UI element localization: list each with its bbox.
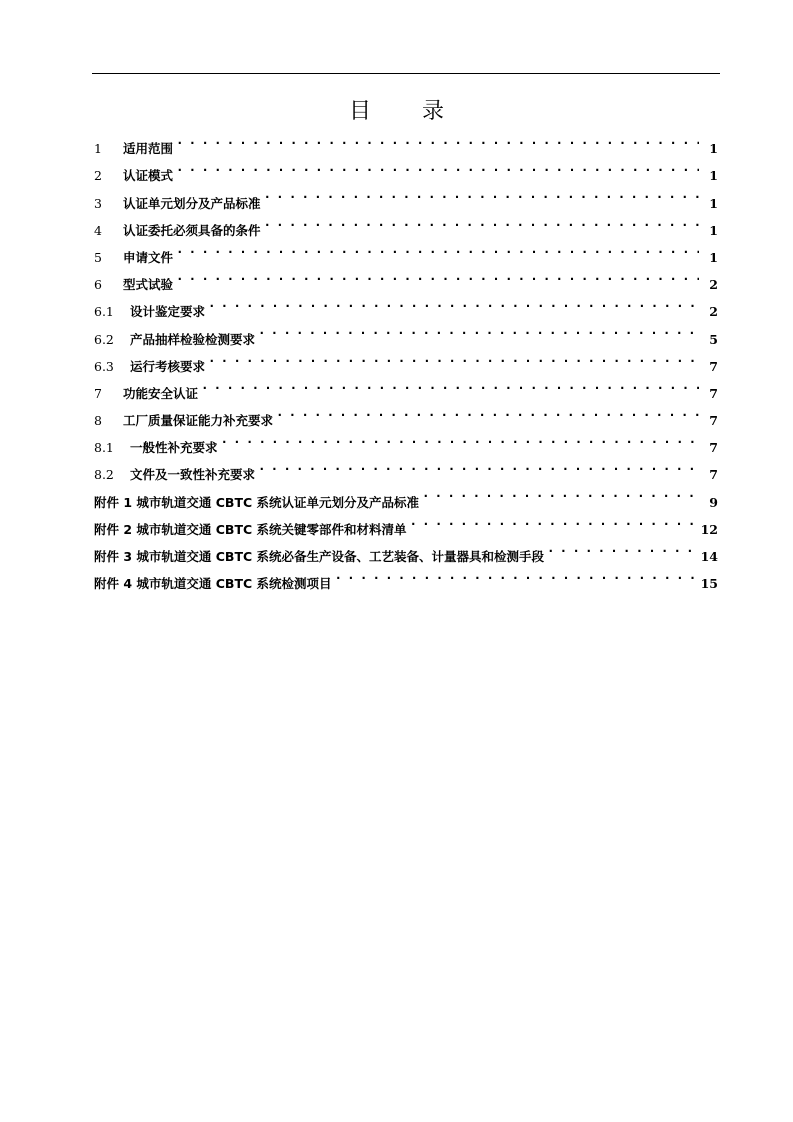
toc-entry-label: 附件 1 城市轨道交通 CBTC 系统认证单元划分及产品标准 [94,494,420,510]
toc-leader-dots [547,534,698,561]
toc-entry-number: 4 [94,222,102,238]
toc-entry[interactable] [94,235,718,265]
toc-entry-label: 一般性补充要求 [130,440,218,456]
toc-leader-dots [258,316,699,343]
toc-entry-label: 功能安全认证 [123,385,199,401]
toc-entry[interactable] [94,289,718,320]
toc-leader-dots [176,153,699,180]
toc-entry-number: 1 [94,141,102,157]
toc-entry-label: 产品抽样检验检测要求 [130,331,256,347]
toc-leader-dots [422,479,699,506]
toc-entry[interactable] [94,126,718,157]
toc-leader-dots [208,344,699,371]
toc-entry-page: 1 [709,249,718,265]
toc-leader-dots [176,262,699,289]
toc-entry-number: 6 [94,277,102,293]
header-rule [92,73,720,74]
toc-entry-label: 附件 2 城市轨道交通 CBTC 系统关键零部件和材料清单 [94,521,407,537]
toc-entry-label: 适用范围 [123,141,174,157]
toc-entry-number: 6.3 [94,358,114,374]
toc-leader-dots [258,452,699,479]
toc-entry-label: 运行考核要求 [130,358,206,374]
toc-leader-dots [276,398,699,425]
toc-entry-number: 8.2 [94,467,114,483]
toc-leader-dots [335,561,698,588]
toc-entry-number: 2 [94,168,102,184]
toc-entry-number: 8 [94,413,102,429]
toc-entry-number: 8.1 [94,440,114,456]
toc-entry[interactable] [94,180,718,211]
toc-entry-label: 文件及一致性补充要求 [130,467,256,483]
toc-leader-dots [264,208,699,235]
toc-entry-page: 1 [709,168,718,184]
toc-entry-page: 15 [700,576,718,592]
toc-entry-page: 1 [709,222,718,238]
toc-entry-number: 6.1 [94,304,114,320]
toc-leader-dots [208,289,699,316]
toc-leader-dots [176,235,699,262]
toc-list [94,126,718,592]
toc-entry-page: 12 [700,521,718,537]
toc-entry-label: 认证模式 [123,168,174,184]
toc-entry[interactable] [94,153,718,184]
toc-entry-label: 工厂质量保证能力补充要求 [123,413,274,429]
toc-entry-page: 2 [709,304,718,320]
toc-entry-page: 7 [709,413,718,429]
toc-leader-dots [410,507,698,534]
toc-leader-dots [176,126,699,153]
toc-entry-page: 9 [709,494,718,510]
toc-entry-label: 申请文件 [123,249,174,265]
toc-entry-page: 7 [709,358,718,374]
toc-entry-label: 附件 3 城市轨道交通 CBTC 系统必备生产设备、工艺装备、计量器具和检测手段 [94,549,545,564]
toc-entry-page: 2 [709,277,718,293]
toc-entry-label: 附件 4 城市轨道交通 CBTC 系统检测项目 [94,576,332,592]
toc-title: 目 录 [349,99,466,124]
toc-entry-page: 5 [709,331,718,347]
toc-entry-label: 型式试验 [123,277,174,293]
toc-entry-page: 1 [709,195,718,211]
toc-entry-number: 3 [94,195,102,211]
toc-entry-number: 5 [94,249,102,265]
toc-leader-dots [201,371,699,398]
toc-entry[interactable] [94,262,718,293]
toc-entry-page: 14 [700,549,718,564]
toc-entry-number: 7 [94,385,102,401]
toc-entry-page: 7 [709,440,718,456]
toc-entry-label: 设计鉴定要求 [130,304,206,320]
toc-entry-page: 7 [709,467,718,483]
toc-entry-label: 认证单元划分及产品标准 [123,195,261,211]
toc-entry-number: 6.2 [94,331,114,347]
toc-leader-dots [221,425,699,452]
toc-leader-dots [264,180,699,207]
toc-entry-label: 认证委托必须具备的条件 [123,222,261,238]
toc-entry-page: 7 [709,385,718,401]
toc-entry-page: 1 [709,141,718,157]
